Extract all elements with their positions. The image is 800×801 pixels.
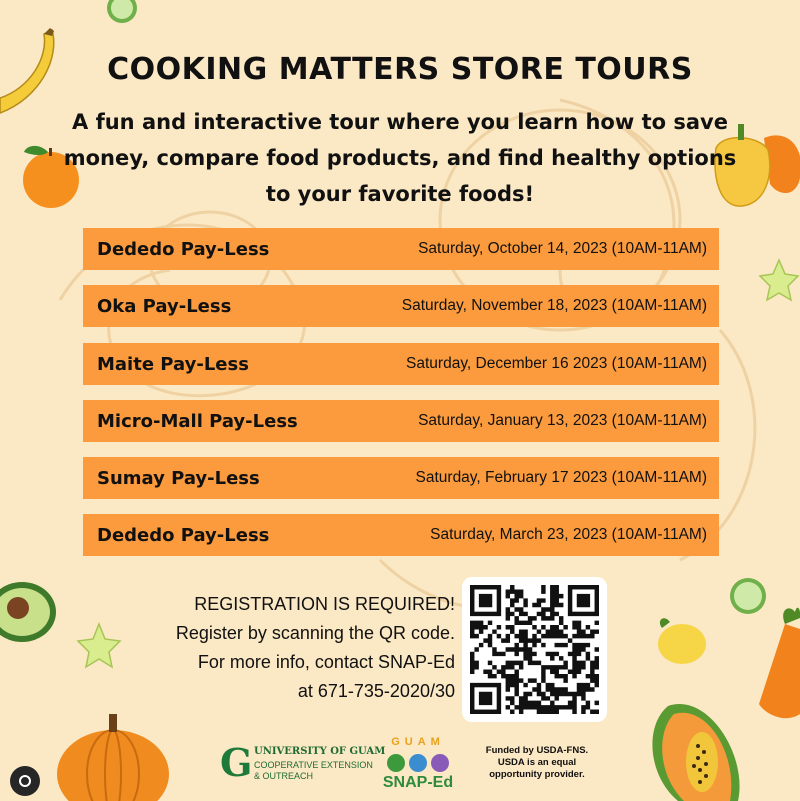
qr-code-icon[interactable]: [470, 585, 599, 714]
tour-row: [83, 343, 719, 385]
funding-line1: Funded by USDA-FNS.: [485, 745, 589, 756]
star-fruit-icon: [758, 258, 800, 304]
instagram-icon[interactable]: [10, 766, 40, 796]
tour-location: Maite Pay-Less: [97, 353, 249, 375]
uog-line3: & OUTREACH: [254, 771, 314, 781]
funding-line2: USDA is an equal: [497, 757, 577, 768]
tour-location: Sumay Pay-Less: [97, 467, 260, 489]
tour-date: Saturday, January 13, 2023 (10AM-11AM): [418, 412, 707, 429]
tour-location: Dededo Pay-Less: [97, 524, 270, 546]
avocado-icon: [0, 578, 60, 644]
contact-info: For more info, contact SNAP-Ed: [197, 652, 455, 672]
page-title: COOKING MATTERS STORE TOURS: [107, 52, 693, 87]
uog-mark: G: [220, 740, 253, 785]
tour-date: Saturday, November 18, 2023 (10AM-11AM): [401, 297, 707, 314]
pumpkin-icon: [55, 712, 171, 801]
guam-snap-ed-logo: [378, 736, 458, 796]
tour-location: Micro-Mall Pay-Less: [97, 410, 298, 432]
tour-row: [83, 514, 719, 556]
contact-phone: at 671-735-2020/30: [297, 681, 455, 701]
registration-info: [176, 590, 455, 706]
qr-finder-inner: [479, 692, 492, 705]
snap-ed-word: SNAP-Ed: [382, 774, 454, 791]
university-of-guam-logo: [220, 740, 386, 788]
lemon-icon: [652, 614, 708, 666]
tour-row: [83, 285, 719, 327]
tour-row: [83, 400, 719, 442]
star-fruit-icon: [76, 622, 122, 670]
papaya-icon: [648, 696, 748, 801]
tour-date: Saturday, March 23, 2023 (10AM-11AM): [430, 526, 707, 543]
cucumber-slice-icon: [104, 0, 140, 26]
tour-location: Dededo Pay-Less: [97, 238, 270, 260]
tour-row: [83, 457, 719, 499]
registration-required: REGISTRATION IS REQUIRED!: [194, 594, 455, 614]
funding-line3: opportunity provider.: [489, 769, 585, 780]
carrot-icon: [745, 604, 800, 724]
snap-ed-emblem-icon: [382, 752, 454, 774]
tour-date: Saturday, October 14, 2023 (10AM-11AM): [418, 240, 707, 257]
tour-date: Saturday, December 16 2023 (10AM-11AM): [406, 355, 707, 372]
page-subtitle: A fun and interactive tour where you learn how to save money, compare food products, and find healthy options to your favorite foods!: [63, 110, 737, 206]
guam-word: GUAM: [391, 736, 445, 748]
tour-location: Oka Pay-Less: [97, 295, 232, 317]
qr-finder-inner: [577, 594, 590, 607]
uog-line2: COOPERATIVE EXTENSION: [254, 760, 373, 770]
funding-notice: [467, 745, 607, 781]
qr-finder-inner: [479, 594, 492, 607]
tour-date: Saturday, February 17 2023 (10AM-11AM): [415, 469, 707, 486]
registration-instructions: Register by scanning the QR code.: [175, 623, 455, 643]
tour-row: [83, 228, 719, 270]
uog-name: UNIVERSITY OF GUAM: [254, 746, 386, 757]
